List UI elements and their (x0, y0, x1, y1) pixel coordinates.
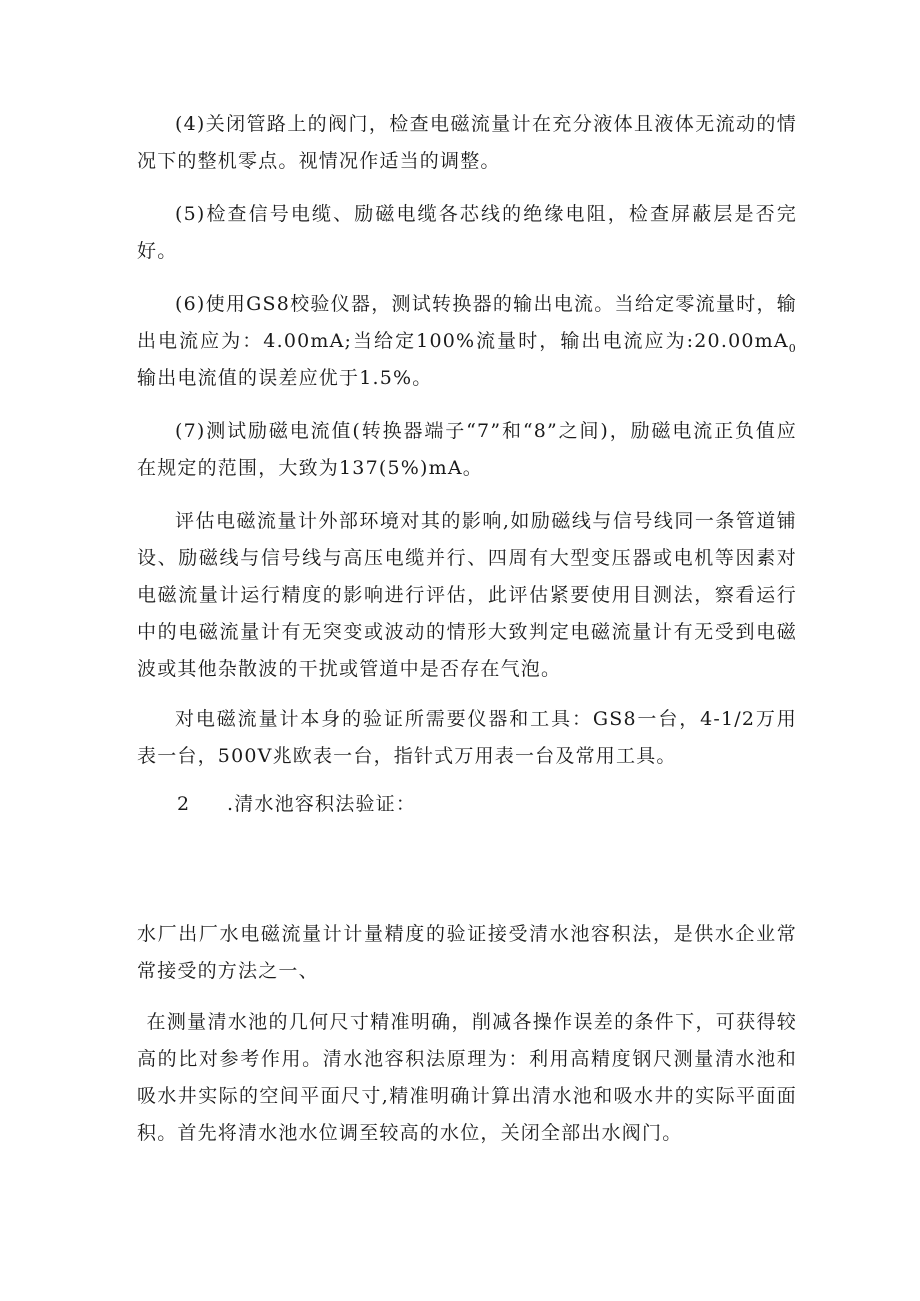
step-6-tail-text: 输出电流值的误差应优于1.5%。 (137, 367, 433, 389)
paragraph-step-6 (137, 286, 797, 397)
paragraph-step-5: (5)检查信号电缆、励磁电缆各芯线的绝缘电阻，检查屏蔽层是否完好。 (137, 203, 797, 262)
paragraph-step-4: (4)关闭管路上的阀门，检查电磁流量计在充分液体且液体无流动的情况下的整机零点。视情况作适当的调整。 (137, 113, 797, 172)
section-number: 2 (177, 793, 191, 815)
section-heading-2 (177, 786, 416, 823)
paragraph-step-7: (7)测试励磁电流值(转换器端子“7”和“8”之间)，励磁电流正负值应在规定的范围，大致为137(5%)mA。 (137, 420, 797, 479)
step-6-main-text: (6)使用GS8校验仪器，测试转换器的输出电流。当给定零流量时，输出电流应为：4.00mA;当给定100%流量时，输出电流应为:20.00mA (137, 293, 797, 352)
paragraph-clear-water-intro: 水厂出厂水电磁流量计计量精度的验证接受清水池容积法，是供水企业常常接受的方法之一、 (137, 923, 797, 982)
paragraph-clear-water-principle: 在测量清水池的几何尺寸精准明确，削减各操作误差的条件下，可获得较高的比对参考作用。清水池容积法原理为：利用高精度钢尺测量清水池和吸水井实际的空间平面尺寸,精准明确计算出清水池和吸水井的实际平面面积。首先将清水池水位调至较高的水位，关闭全部出水阀门。 (137, 1011, 797, 1144)
step-6-subscript: 0 (788, 341, 797, 355)
paragraph-required-tools: 对电磁流量计本身的验证所需要仪器和工具：GS8一台，4-1/2万用表一台，500V兆欧表一台，指针式万用表一台及常用工具。 (137, 708, 797, 767)
section-title: .清水池容积法验证： (227, 793, 417, 815)
paragraph-environment-assessment: 评估电磁流量计外部环境对其的影响,如励磁线与信号线同一条管道铺设、励磁线与信号线与高压电缆并行、四周有大型变压器或电机等因素对电磁流量计运行精度的影响进行评估，此评估紧要使用目测法，察看运行中的电磁流量计有无突变或波动的情形大致判定电磁流量计有无受到电磁波或其他杂散波的干扰或管道中是否存在气泡。 (137, 510, 797, 680)
